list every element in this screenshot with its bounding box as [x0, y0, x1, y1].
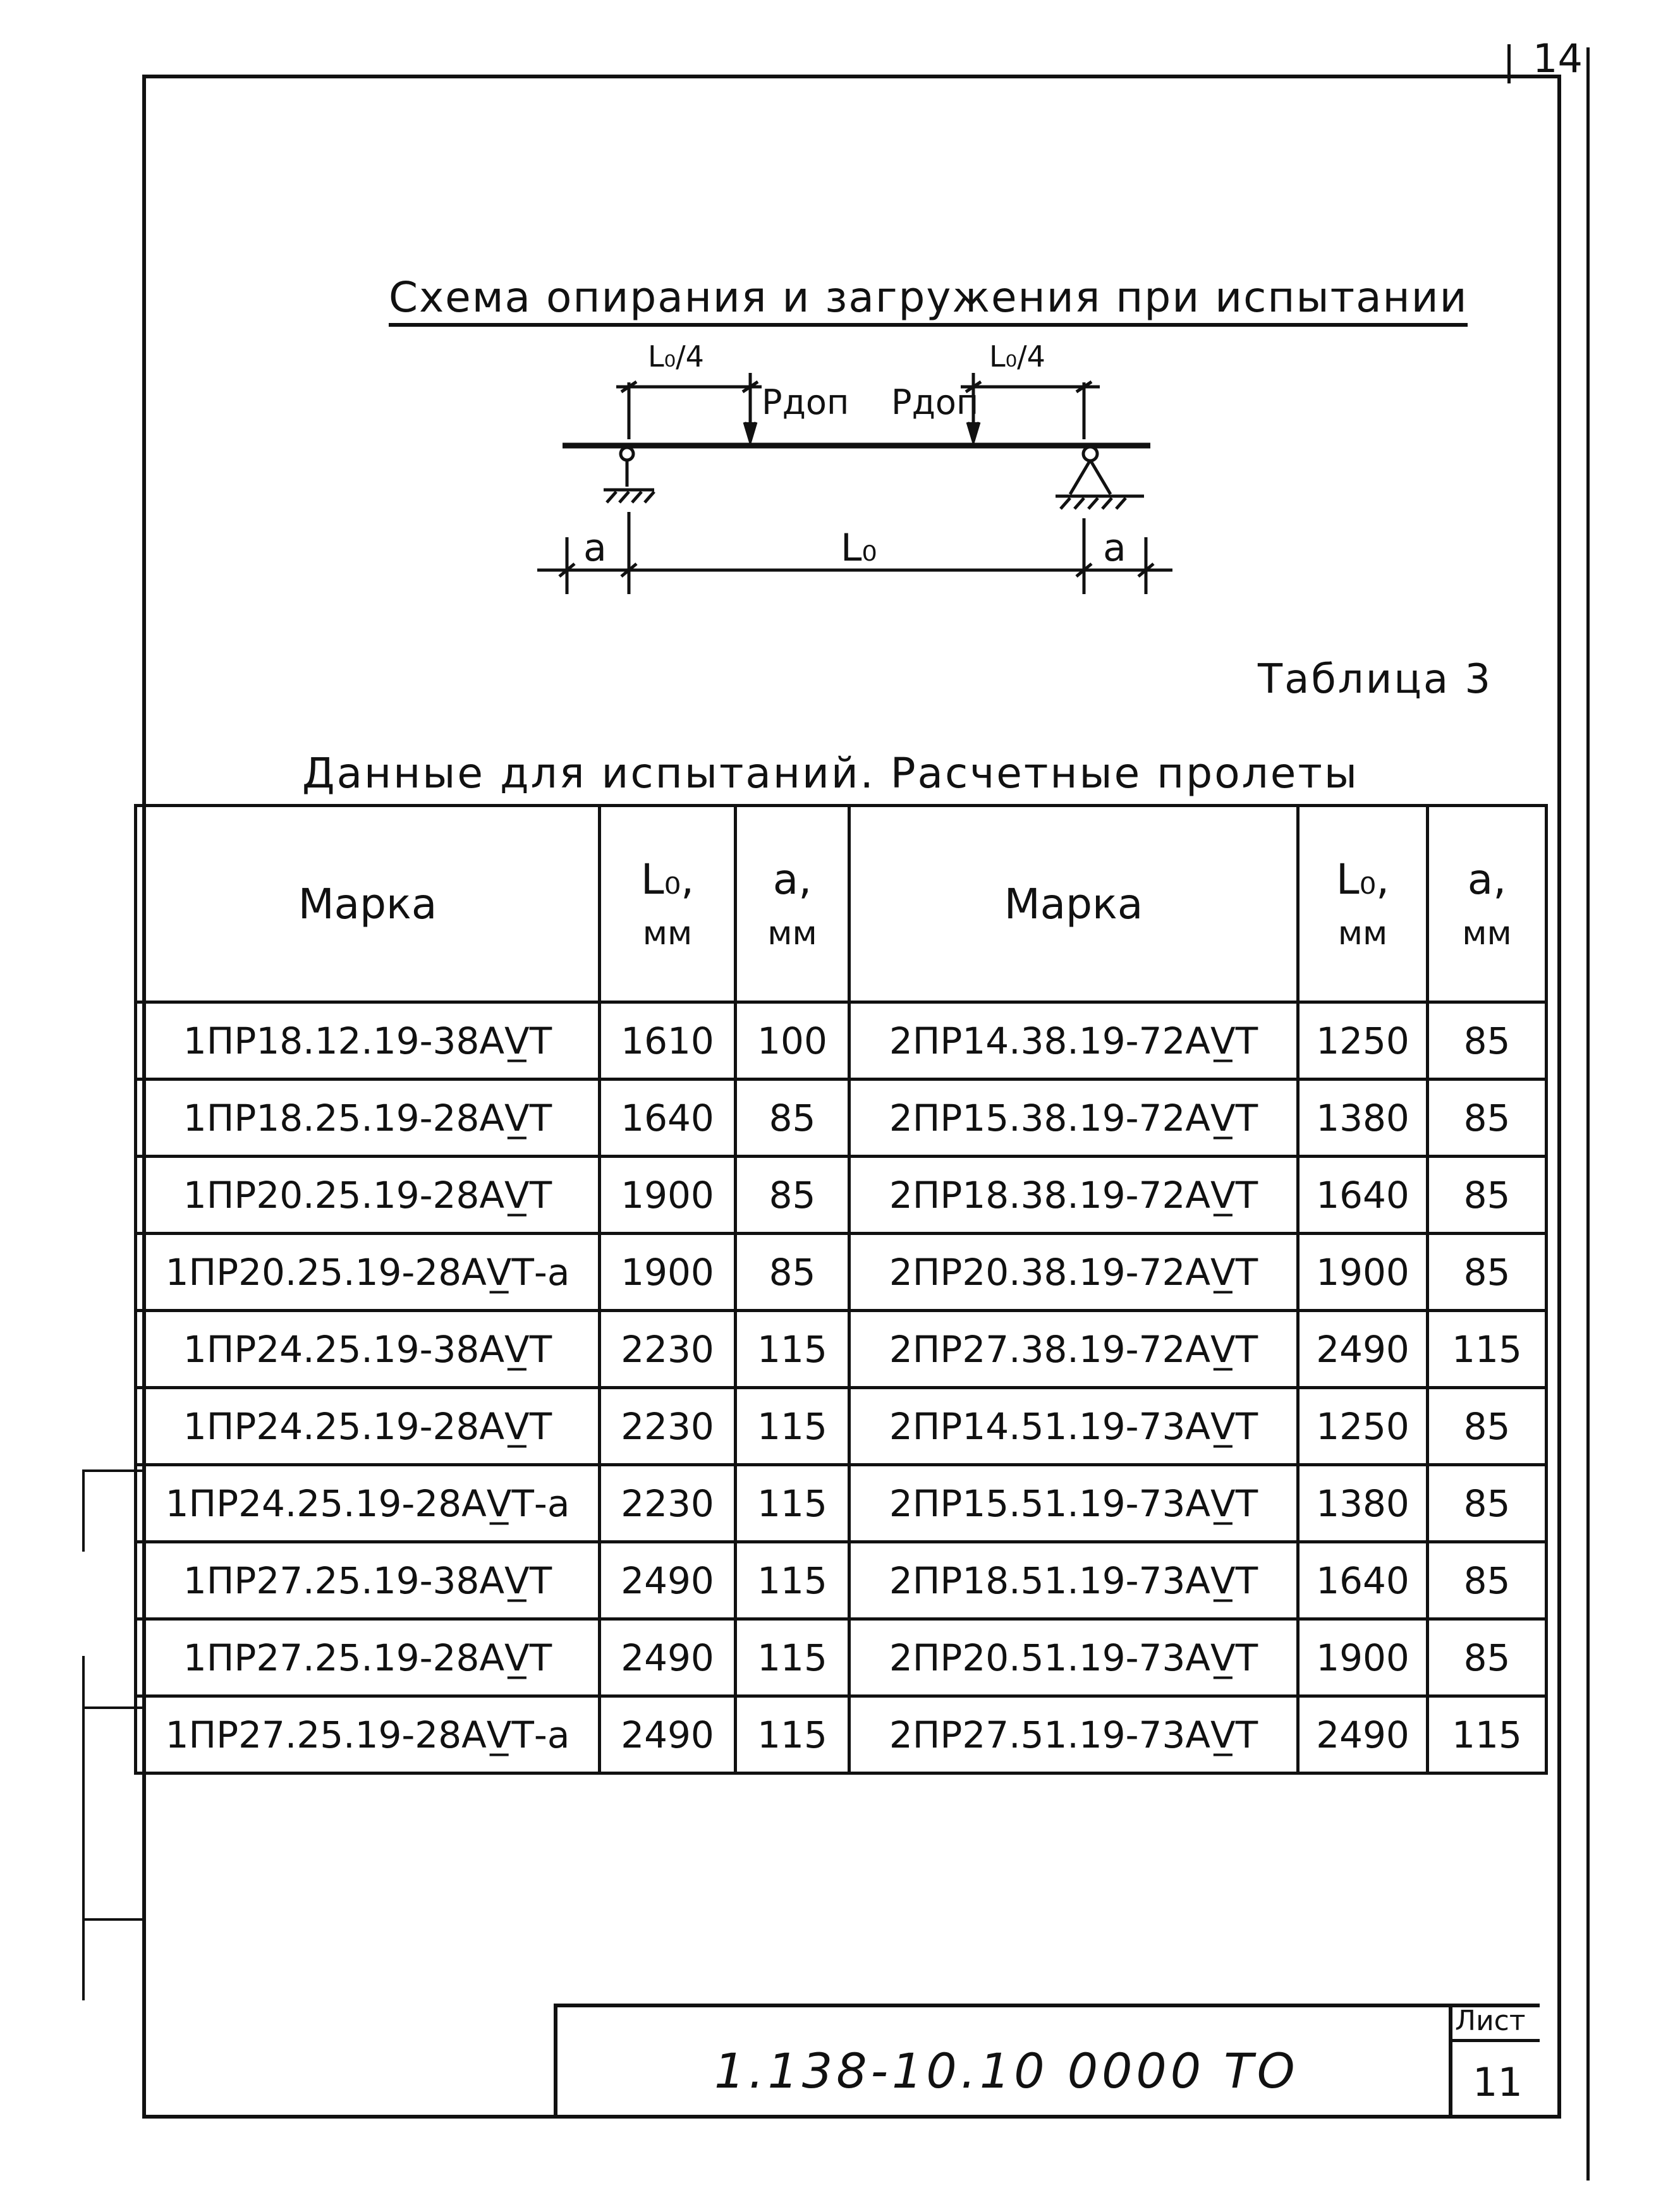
table-row: [136, 1388, 1547, 1465]
header-lo-right-symbol: L₀,: [1336, 855, 1390, 904]
table-row: [136, 1234, 1547, 1311]
a-right-cell: 85: [1428, 1080, 1547, 1157]
sheet-label: Лист: [1455, 2005, 1526, 2037]
header-marka-right: Марка: [849, 806, 1298, 1002]
document-code: 1.138-10.10 0000 ТО: [714, 2043, 1299, 2099]
marka-left-cell: 1ПР27.25.19-38АV̲Т: [136, 1542, 600, 1619]
header-a-right-symbol: a,: [1467, 855, 1507, 904]
a-left-cell: 115: [736, 1311, 849, 1388]
a-left-cell: 115: [736, 1542, 849, 1619]
header-lo-right-unit: мм: [1337, 915, 1388, 953]
header-a-left-unit: мм: [767, 915, 817, 953]
marka-right-cell: 2ПР18.38.19-72АV̲Т: [849, 1157, 1298, 1234]
sheet-number: 11: [1473, 2059, 1523, 2105]
marka-left-cell: 1ПР24.25.19-28АV̲Т: [136, 1388, 600, 1465]
a-left-cell: 115: [736, 1388, 849, 1465]
lo-right-cell: 1640: [1298, 1157, 1428, 1234]
beam-loading-diagram: [518, 329, 1188, 607]
header-a-left-symbol: a,: [772, 855, 812, 904]
lo-left-cell: 2230: [600, 1388, 736, 1465]
sheet-box-divider: [1449, 2039, 1540, 2042]
left-roller-support: [604, 447, 654, 502]
lo-left-cell: 1640: [600, 1080, 736, 1157]
marka-right-cell: 2ПР15.51.19-73АV̲Т: [849, 1465, 1298, 1542]
overhang-left-label: a: [583, 526, 607, 570]
marka-right-cell: 2ПР27.51.19-73АV̲Т: [849, 1696, 1298, 1773]
table-header-row: [136, 806, 1547, 1002]
lo-left-cell: 2490: [600, 1619, 736, 1696]
a-left-cell: 85: [736, 1080, 849, 1157]
lo-right-cell: 1380: [1298, 1465, 1428, 1542]
a-right-cell: 115: [1428, 1696, 1547, 1773]
lo-left-cell: 1610: [600, 1002, 736, 1080]
lo-left-cell: 1900: [600, 1234, 736, 1311]
a-right-cell: 115: [1428, 1311, 1547, 1388]
table-row: [136, 1619, 1547, 1696]
marka-left-cell: 1ПР24.25.19-38АV̲Т: [136, 1311, 600, 1388]
test-data-table: [134, 804, 1548, 1775]
a-left-cell: 115: [736, 1619, 849, 1696]
a-right-cell: 85: [1428, 1465, 1547, 1542]
lo-left-cell: 2490: [600, 1696, 736, 1773]
header-a-left: [736, 806, 849, 1002]
table-row: [136, 1542, 1547, 1619]
sheet-number-divider: [1507, 44, 1511, 83]
a-left-cell: 85: [736, 1157, 849, 1234]
a-right-cell: 85: [1428, 1619, 1547, 1696]
overhang-right-label: a: [1103, 526, 1126, 570]
lo-left-cell: 2230: [600, 1465, 736, 1542]
marka-left-cell: 1ПР18.25.19-28АV̲Т: [136, 1080, 600, 1157]
a-right-cell: 85: [1428, 1542, 1547, 1619]
a-right-cell: 85: [1428, 1157, 1547, 1234]
a-left-cell: 100: [736, 1002, 849, 1080]
right-pin-support: [1056, 447, 1144, 509]
table-row: [136, 1465, 1547, 1542]
a-right-cell: 85: [1428, 1388, 1547, 1465]
header-a-right-unit: мм: [1462, 915, 1512, 953]
marka-left-cell: 1ПР27.25.19-28АV̲Т: [136, 1619, 600, 1696]
lo-right-cell: 1380: [1298, 1080, 1428, 1157]
marka-left-cell: 1ПР27.25.19-28АV̲Т-а: [136, 1696, 600, 1773]
lo-right-cell: 2490: [1298, 1311, 1428, 1388]
marka-right-cell: 2ПР14.38.19-72АV̲Т: [849, 1002, 1298, 1080]
header-lo-left-symbol: L₀,: [640, 855, 695, 904]
quarter-left-label: L₀/4: [648, 339, 704, 374]
header-lo-left-unit: мм: [642, 915, 693, 953]
margin-stamp-line: [82, 1469, 142, 1472]
table-row: [136, 1311, 1547, 1388]
a-left-cell: 115: [736, 1696, 849, 1773]
right-load-arrowhead: [968, 422, 979, 441]
table-row: [136, 1002, 1547, 1080]
marka-left-cell: 1ПР18.12.19-38АV̲Т: [136, 1002, 600, 1080]
marka-left-cell: 1ПР24.25.19-28АV̲Т-а: [136, 1465, 600, 1542]
header-a-right: [1428, 806, 1547, 1002]
marka-right-cell: 2ПР15.38.19-72АV̲Т: [849, 1080, 1298, 1157]
marka-left-cell: 1ПР20.25.19-28АV̲Т: [136, 1157, 600, 1234]
marka-left-cell: 1ПР20.25.19-28АV̲Т-а: [136, 1234, 600, 1311]
lo-right-cell: 1250: [1298, 1002, 1428, 1080]
lo-right-cell: 1640: [1298, 1542, 1428, 1619]
left-load-arrowhead: [745, 422, 756, 441]
marka-right-cell: 2ПР18.51.19-73АV̲Т: [849, 1542, 1298, 1619]
frame-outer-right-line: [1586, 47, 1590, 2181]
marka-right-cell: 2ПР27.38.19-72АV̲Т: [849, 1311, 1298, 1388]
table-row: [136, 1696, 1547, 1773]
header-lo-right: [1298, 806, 1428, 1002]
marka-right-cell: 2ПР20.51.19-73АV̲Т: [849, 1619, 1298, 1696]
lo-right-cell: 1250: [1298, 1388, 1428, 1465]
a-right-cell: 85: [1428, 1002, 1547, 1080]
header-marka-left: Марка: [136, 806, 600, 1002]
scheme-title: Схема опирания и загружения при испытании: [389, 273, 1468, 327]
top-sheet-number: 14: [1533, 35, 1583, 82]
a-left-cell: 85: [736, 1234, 849, 1311]
load-left-label: Pдоп: [762, 382, 849, 422]
table-number-label: Таблица 3: [1258, 656, 1493, 703]
lo-right-cell: 1900: [1298, 1234, 1428, 1311]
a-left-cell: 115: [736, 1465, 849, 1542]
lo-left-cell: 1900: [600, 1157, 736, 1234]
lo-right-cell: 1900: [1298, 1619, 1428, 1696]
margin-stamp-line: [82, 1706, 142, 1709]
marka-right-cell: 2ПР14.51.19-73АV̲Т: [849, 1388, 1298, 1465]
table-row: [136, 1157, 1547, 1234]
span-label: L₀: [841, 526, 877, 570]
lo-right-cell: 2490: [1298, 1696, 1428, 1773]
table-caption: Данные для испытаний. Расчетные пролеты: [302, 749, 1359, 798]
margin-stamp-line: [82, 1469, 85, 1552]
table-row: [136, 1080, 1547, 1157]
load-right-label: Pдоп: [891, 382, 979, 422]
lo-left-cell: 2230: [600, 1311, 736, 1388]
a-right-cell: 85: [1428, 1234, 1547, 1311]
marka-right-cell: 2ПР20.38.19-72АV̲Т: [849, 1234, 1298, 1311]
quarter-right-label: L₀/4: [989, 339, 1045, 374]
margin-stamp-line: [82, 1918, 142, 1921]
lo-left-cell: 2490: [600, 1542, 736, 1619]
header-lo-left: [600, 806, 736, 1002]
